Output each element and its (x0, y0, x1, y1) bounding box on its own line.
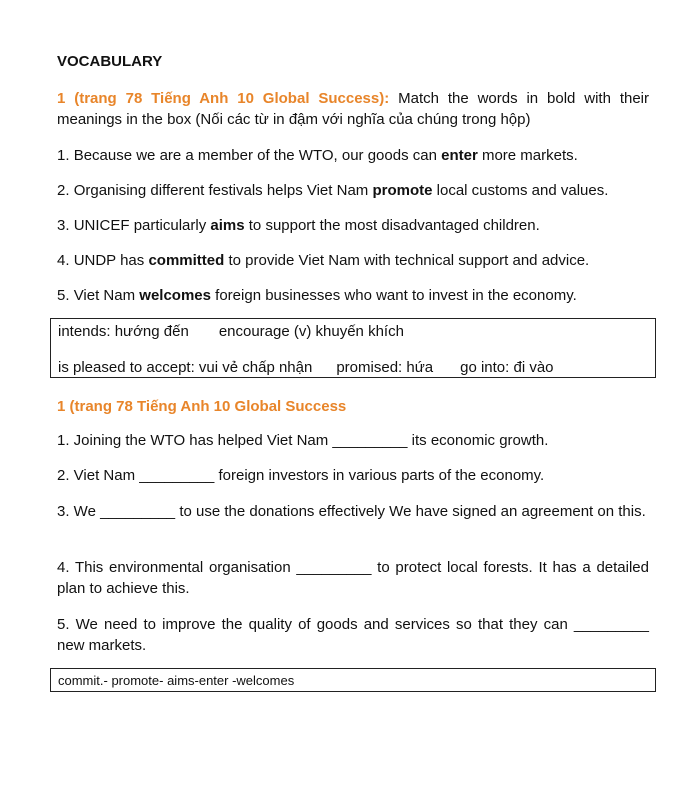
word-bank-box (50, 668, 656, 692)
meanings-row-1 (58, 323, 404, 340)
item-bold-word: welcomes (139, 287, 211, 304)
item-text: UNICEF particularly (73, 217, 207, 234)
item-bold-word: aims (210, 217, 245, 234)
meaning-item: encourage (v) khuyến khích (218, 323, 404, 340)
item-number: 2. (57, 182, 70, 199)
meanings-row-2 (58, 359, 554, 376)
item-text: Because we are a member of the WTO, our goods can (73, 147, 437, 164)
meanings-box (50, 318, 656, 378)
exercise2-item-2: 2. Viet Nam _________ foreign investors in various parts of the economy. (57, 467, 545, 484)
section2-label: 1 (trang 78 Tiếng Anh 10 Global Success (57, 398, 347, 415)
item-bold-word: promote (372, 182, 433, 199)
section1-instruction (57, 88, 649, 130)
word-bank-text: commit.- promote- aims-enter -welcomes (58, 673, 295, 688)
item-text: local customs and values. (436, 182, 609, 199)
item-number: 4. (57, 252, 70, 269)
meaning-item: intends: hướng đến (58, 323, 189, 340)
exercise1-item-1 (57, 145, 649, 166)
page-heading: VOCABULARY (57, 53, 163, 70)
item-number: 1. (57, 147, 70, 164)
exercise2-item-1: 1. Joining the WTO has helped Viet Nam _________ its economic growth. (57, 432, 549, 449)
section1-instruction-text: Match the words in bold with their meanings in the box (Nối các từ in đậm với nghĩa của chúng trong hộp) (57, 90, 650, 128)
item-number: 3. (57, 217, 70, 234)
item-text: to provide Viet Nam with technical support and advice. (228, 252, 590, 269)
item-number: 5. (57, 287, 70, 304)
meaning-item: go into: đi vào (460, 359, 554, 376)
section2-title (57, 396, 649, 417)
item-text: foreign businesses who want to invest in the economy. (215, 287, 577, 304)
section1-label: 1 (trang 78 Tiếng Anh 10 Global Success): (57, 90, 390, 107)
exercise2-item-4: 4. This environmental organisation _________ to protect local forests. It has a detailed plan to achieve this. (57, 559, 649, 597)
meaning-item: is pleased to accept: vui vẻ chấp nhận (58, 359, 313, 376)
exercise1-item-4 (57, 250, 649, 271)
item-text: more markets. (481, 147, 578, 164)
item-text: to support the most disadvantaged children. (248, 217, 540, 234)
meaning-item: promised: hứa (336, 359, 434, 376)
exercise2-item-5: 5. We need to improve the quality of goods and services so that they can _________ new markets. (57, 616, 649, 654)
item-bold-word: enter (441, 147, 478, 164)
item-text: Viet Nam (73, 287, 136, 304)
item-text: Organising different festivals helps Viet Nam (73, 182, 369, 199)
exercise1-item-5 (57, 285, 649, 306)
item-bold-word: committed (148, 252, 225, 269)
exercise1-item-3 (57, 215, 649, 236)
item-text: UNDP has (73, 252, 145, 269)
exercise2-item-3: 3. We _________ to use the donations effectively We have signed an agreement on this. (57, 503, 646, 520)
exercise1-item-2 (57, 180, 649, 201)
